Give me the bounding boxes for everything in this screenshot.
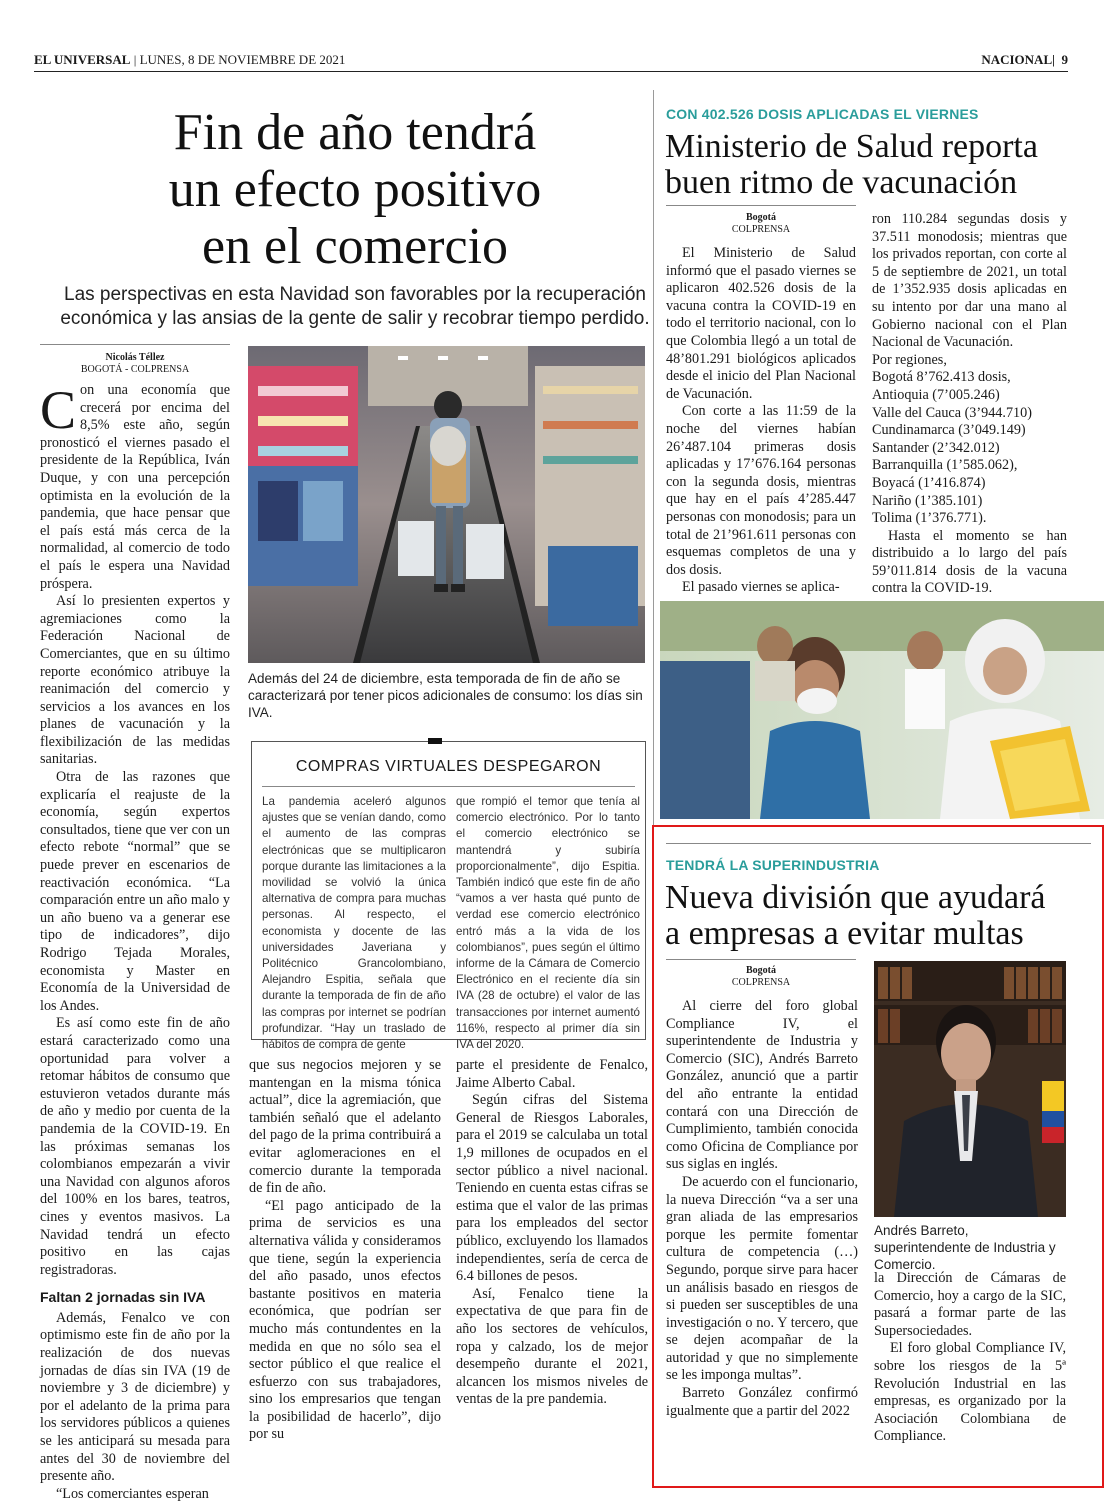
main-headline	[60, 104, 650, 275]
shopping-photo	[248, 346, 645, 663]
byline-rule	[40, 344, 230, 345]
sidebar-box	[251, 741, 646, 1052]
main-headline-line: Fin de año tendrá	[173, 104, 537, 161]
main-headline-line: en el comercio	[201, 218, 509, 275]
dropcap: C	[40, 380, 77, 440]
paragraph: Así, Fenalco tiene la expectativa de que para fin de año los sectores de vehículos, ropa y calzado, los de mejor desempeño durante el 2021, alcancen los mismos niveles de ventas de la pre pandemia.	[456, 1285, 648, 1408]
paragraph: Barreto González confirmó igualmente que a partir del 2022	[666, 1385, 858, 1419]
region-item: Barranquilla (1’585.062),	[872, 457, 1018, 474]
box-tab	[428, 738, 442, 744]
paragraph: Además, Fenalco ve con optimismo este fin de año por la realización de dos nuevas jornadas de días sin IVA (19 de noviembre y 3 de diciembre) y por el adelanto de la prima para los servidores públicos a quienes se les anticipará su mesada para antes del 30 de noviembre del presente año.	[40, 1309, 230, 1485]
column-subhead: Faltan 2 jornadas sin IVA	[40, 1289, 206, 1306]
byline-rule	[666, 205, 856, 206]
byline-place: BOGOTÁ - COLPRENSA	[80, 364, 190, 375]
byline-name: Bogotá	[746, 212, 776, 223]
vaccination-photo	[660, 601, 1104, 819]
byline-place: COLPRENSA	[731, 977, 791, 988]
vaccine-headline	[665, 129, 1095, 201]
byline-place: COLPRENSA	[731, 224, 791, 235]
paragraph: Al cierre del foro global Compliance IV, el superintendente de Industria y Comercio (SIC), Andrés Barreto González, anunció que a partir del año entrante la entidad contará con una Dirección de Cumplimiento, también conocida como Oficina de Compliance por sus siglas en inglés.	[666, 998, 858, 1173]
portrait-caption: Andrés Barreto, superintendente de Industria y Comercio.	[874, 1223, 1056, 1272]
paragraph: Es así como este fin de año estará caracterizado como una oportunidad para volver a retomar hábitos de consumo que estuvieron vetados durante más de año y medio por cuenta de la pandemia de la COVID-19. En las próximas semanas los colombianos empezarán a vivir una Navidad con algunos aforos del 100% en los bares, teatros, cines y eventos masivos. La Navidad tendrá un efecto positivo en las cajas registradoras.	[40, 1015, 230, 1278]
sidebar-box-title: COMPRAS VIRTUALES DESPEGARON	[295, 758, 602, 775]
paragraph	[40, 382, 230, 593]
page-folio	[34, 52, 1068, 72]
main-column-3	[456, 1057, 648, 1409]
box-title-rule	[262, 786, 635, 787]
vaccine-kicker: CON 402.526 DOSIS APLICADAS EL VIERNES	[666, 106, 979, 122]
sic-headline-line: a empresas a evitar multas	[665, 915, 1024, 952]
highlight-frame	[652, 825, 1104, 1488]
paragraph: Otra de las razones que explicaría el reajuste de la economía, según expertos consultados, tiene que ver con un efecto rebote “normal” que se puede prever en escenarios de reactivación económica. “La comparación entre un año malo y un año bueno va a generar ese tipo de indicadores”, dijo Rodrigo Tejada Morales, economista y Master en Economía de la Universidad de los Andes.	[40, 769, 230, 1014]
sidebar-box-col-b: que rompió el temor que tenía al comercio electrónico. Por lo tanto el comercio electrónico se mantendrá y subiría proporcionalmente”, dijo Espitia. También indicó que este fin de año “vamos a ver hasta qué punto de verdad ese comercio electrónico entró más a la vida de los colombianos”, pues según el último informe de la Cámara de Comercio Electrónico en el reciente día sin IVA (28 de octubre) el valor de las transacciones por internet aumentó 116%, respecto al primer día sin IVA del 2020.	[456, 795, 640, 1052]
main-headline-line: un efecto positivo	[168, 161, 542, 218]
folio-page: 9	[1061, 52, 1068, 67]
shopping-photo-caption: Además del 24 de diciembre, esta temporada de fin de año se caracterizará por tener picos adicionales de consumo: los días sin IVA.	[248, 671, 643, 720]
region-item: Boyacá (1’416.874)	[872, 474, 986, 491]
region-item: Bogotá 8’762.413 dosis,	[872, 369, 1011, 386]
sidebar-box-col-a: La pandemia aceleró algunos ajustes que se venían dando, como el aumento de las compras electrónicas que se multiplicaron porque durante las limitaciones a la movilidad se volvió la única alternativa de compra para muchas personas. Al respecto, el economista y docente de las universidades Javeriana y Politécnico Grancolombiano, Alejandro Espitia, señala que durante la temporada de fin de año las compras por internet se podrían profundizar. “Hay un traslado de hábitos de compra de gente	[262, 795, 446, 1052]
main-column-1	[40, 382, 230, 1502]
paragraph: que sus negocios mejoren y se mantengan en la misma tónica actual”, dice la agremiación, que también señaló que el adelanto del pago de la prima contribuirá a evitar aglomeraciones en el comercio durante la temporada de fin de año.	[249, 1057, 441, 1197]
paragraph-text: on una economía que crecerá por encima del 8,5% este año, según pronosticó el viernes pasado el presidente de la República, Iván Duque, y con una percepción optimista en la evolución de la pandemia, que hace pensar que el país está más cerca de la normalidad, al comercio de todo el país le espera una Navidad próspera.	[40, 382, 230, 592]
byline-name: Bogotá	[746, 965, 776, 976]
sic-headline-line: Nueva división que ayudará	[665, 879, 1046, 916]
region-item: Santander (2’342.012)	[872, 439, 1000, 456]
paragraph: Así lo presienten expertos y agremiaciones como la Federación Nacional de Comerciantes, que en su último reporte económico atribuye la reanimación del comercio y servicios a los avances en los planes de vacunación y la flexibilización de las medidas sanitarias.	[40, 593, 230, 768]
paragraph: “Los comerciantes esperan	[56, 1485, 209, 1502]
paragraph: El Ministerio de Salud informó que el pasado viernes se aplicaron 402.526 dosis de la vacuna contra la COVID-19 en todo el territorio nacional, con lo que Colombia llegó a un total de 48’801.291 biológicos aplicados desde el inicio del Plan Nacional de Vacunación.	[666, 245, 856, 402]
paragraph: Con corte a las 11:59 de la noche del viernes habían 26’487.104 primeras dosis aplicadas y 17’676.164 personas con la segunda dosis, mientras que hay en el país 4’285.447 personas con monodosis; para un total de 21’961.611 personas con esquemas completos de una y dos dosis.	[666, 403, 856, 578]
region-list	[872, 369, 1067, 527]
vaccine-byline	[666, 212, 856, 236]
main-byline	[40, 352, 230, 376]
paragraph: la Dirección de Cámaras de Comercio, hoy a cargo de la SIC, pasará a formar parte de las Supersociedades.	[874, 1270, 1066, 1339]
paragraph: El pasado viernes se aplica-	[682, 579, 840, 596]
paragraph: parte el presidente de Fenalco, Jaime Alberto Cabal.	[456, 1057, 648, 1091]
vaccine-headline-line: buen ritmo de vacunación	[665, 164, 1018, 201]
shopping-photo-illustration	[248, 346, 645, 663]
byline-name: Nicolás Téllez	[105, 352, 165, 363]
vaccine-column-2	[872, 211, 1067, 598]
region-item: Cundinamarca (3’049.149)	[872, 422, 1026, 439]
sic-kicker: TENDRÁ LA SUPERINDUSTRIA	[666, 857, 880, 873]
paragraph: Por regiones,	[872, 351, 947, 368]
folio-left: EL UNIVERSAL | LUNES, 8 DE NOVIEMBRE DE 2021	[34, 52, 346, 67]
main-subhead: Las perspectivas en esta Navidad son favorables por la recuperación económica y las ansias de la gente de salir y recobrar tiempo perdido.	[60, 284, 650, 329]
vaccine-headline-line: Ministerio de Salud reporta	[665, 128, 1038, 165]
paragraph: ron 110.284 segundas dosis y 37.511 monodosis; mientras que los privados reportan, con corte al 5 de septiembre de 2021, un total de 1’352.935 dosis aplicadas en su intento por dar una mano al Gobierno nacional con el Plan Nacional de Vacunación.	[872, 211, 1067, 351]
region-item: Tolima (1’376.771).	[872, 510, 987, 527]
vaccine-column-1	[666, 245, 856, 597]
folio-section: NACIONAL	[981, 52, 1053, 67]
folio-paper: EL UNIVERSAL	[34, 52, 131, 67]
main-column-2	[249, 1057, 441, 1444]
vaccination-photo-illustration	[660, 601, 1104, 819]
region-item: Antioquia (7’005.246)	[872, 386, 1000, 403]
paragraph: Según cifras del Sistema General de Riesgos Laborales, para el 2019 se calculaba un total 1,9 millones de ocupados en el sector público a nivel nacional. Teniendo en cuenta estas cifras se estima que el valor de las primas para los empleados del sector público, excluyendo los llamados independientes, sería de cerca de 6.4 billones de pesos.	[456, 1092, 648, 1285]
region-item: Valle del Cauca (3’944.710)	[872, 404, 1032, 421]
paragraph: De acuerdo con el funcionario, la nueva Dirección “va a ser una gran aliada de las empresarios porque les permite fomentar cultura de competencia (…) Segundo, porque sirve para hacer un análisis basado en riesgos de si pueden ser susceptibles de una investigación o no. Y tercero, que se dejen acompañar de la autoridad y que no simplemente se les imponga multas”.	[666, 1173, 858, 1384]
region-item: Nariño (1’385.101)	[872, 492, 983, 509]
paragraph: Hasta el momento se han distribuido a lo largo del país 59’011.814 dosis de la vacuna contra la COVID-19.	[872, 527, 1067, 597]
paragraph: “El pago anticipado de la prima de servicios es una alternativa válida y consideramos que tiene, según la experiencia del año pasado, unos efectos bastante positivos en materia económica, que podrían ser mucho más contundentes en la medida en que no sólo sea el sector público el que realice el esfuerzo con sus trabajadores, sino los empresarios que tengan la posibilidad de hacerlo”, dijo por su	[249, 1197, 441, 1443]
folio-date: LUNES, 8 DE NOVIEMBRE DE 2021	[139, 52, 346, 67]
folio-right: NACIONAL| 9	[981, 52, 1068, 67]
paragraph: El foro global Compliance IV, sobre los riesgos de la 5ª Revolución Industrial en las empresas, es organizado por la Asociación Colombiana de Compliance.	[874, 1340, 1066, 1445]
